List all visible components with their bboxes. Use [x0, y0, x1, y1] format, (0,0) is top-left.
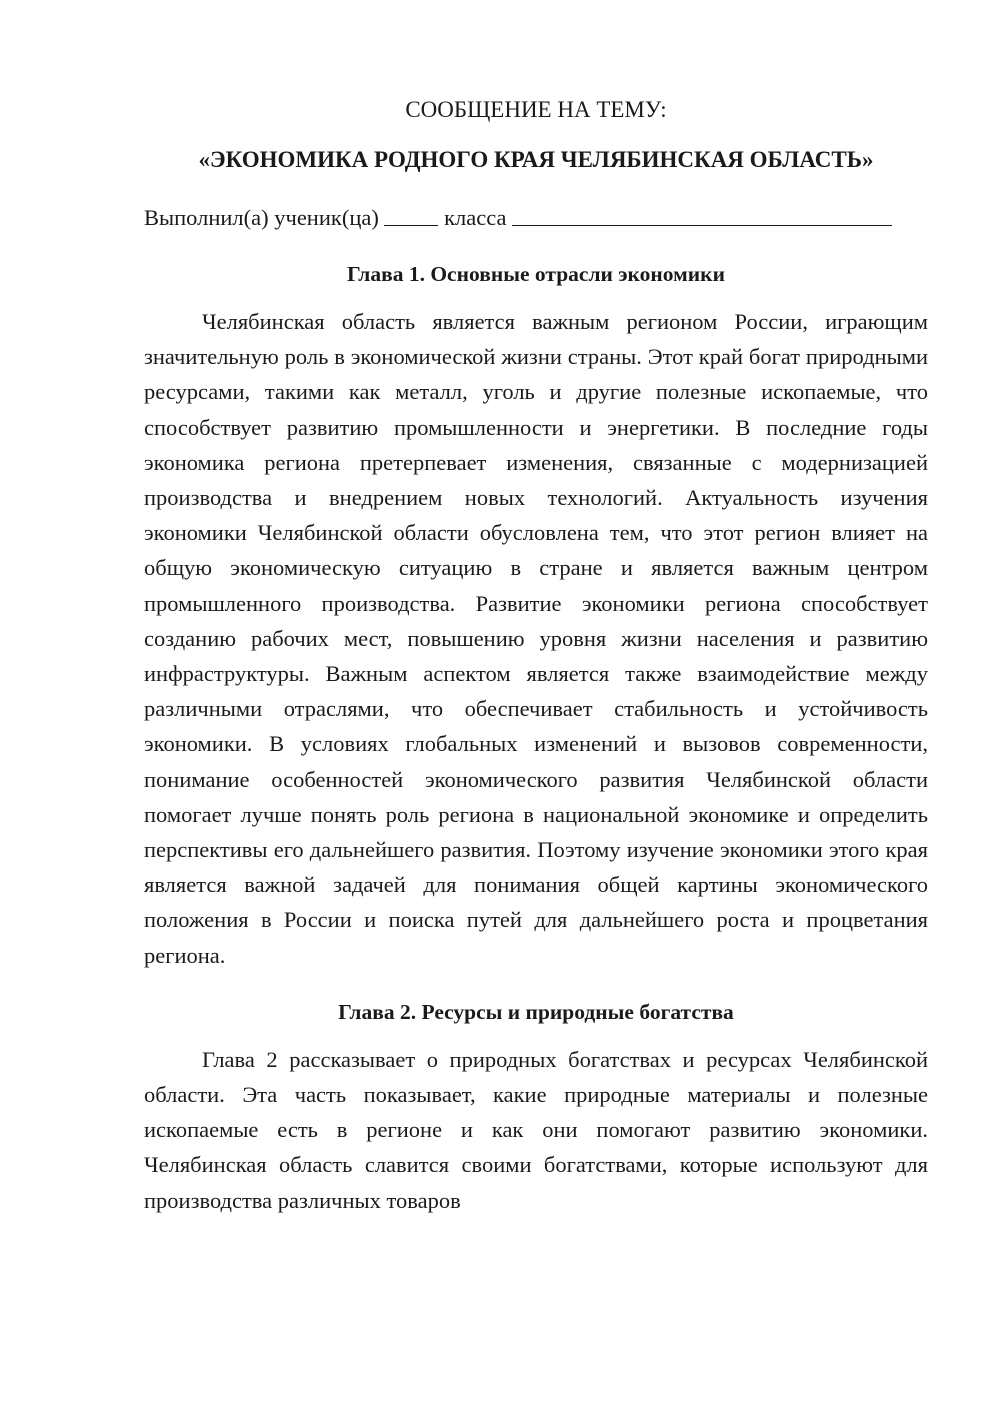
document-title: «ЭКОНОМИКА РОДНОГО КРАЯ ЧЕЛЯБИНСКАЯ ОБЛАСТЬ»: [198, 147, 874, 172]
chapter-2-paragraph: Глава 2 рассказывает о природных богатствах и ресурсах Челябинской области. Эта часть показывает, какие природные материалы и полезные ископаемые есть в регионе и как они помогают развитию экономики. Челябинская область славится своими богатствами, которые используют для производства различных товаров: [144, 1046, 928, 1213]
chapter-1-heading: Глава 1. Основные отрасли экономики: [347, 262, 725, 286]
chapter-2-heading: Глава 2. Ресурсы и природные богатства: [338, 999, 734, 1024]
class-label: класса: [444, 205, 507, 230]
name-blank: [512, 203, 892, 226]
author-prefix: Выполнил(а) ученик(ца): [144, 205, 379, 230]
author-line: [144, 201, 928, 235]
class-number-blank: [384, 203, 438, 226]
chapter-1-paragraph: Челябинская область является важным регионом России, играющим значительную роль в экономической жизни страны. Этот край богат природными ресурсами, такими как металл, уголь и другие полезные ископаемые, что способствует развитию промышленности и энергетики. В последние годы экономика региона претерпевает изменения, связанные с модернизацией производства и внедрением новых технологий. Актуальность изучения экономики Челябинской области обусловлена тем, что этот регион влияет на общую экономическую ситуацию в стране и является важным центром промышленного производства. Развитие экономики региона способствует созданию рабочих мест, повышению уровня жизни населения и развитию инфраструктуры. Важным аспектом является также взаимодействие между различными отраслями, что обеспечивает стабильность и устойчивость экономики. В условиях глобальных изменений и вызовов современности, понимание особенностей экономического развития Челябинской области помогает лучше понять роль региона в национальной экономике и определить перспективы его дальнейшего развития. Поэтому изучение экономики этого края является важной задачей для понимания общей картины экономического положения в России и поиска путей для дальнейшего роста и процветания региона.: [144, 309, 928, 968]
header-line: СООБЩЕНИЕ НА ТЕМУ:: [405, 97, 667, 122]
document-content: [144, 93, 928, 1218]
